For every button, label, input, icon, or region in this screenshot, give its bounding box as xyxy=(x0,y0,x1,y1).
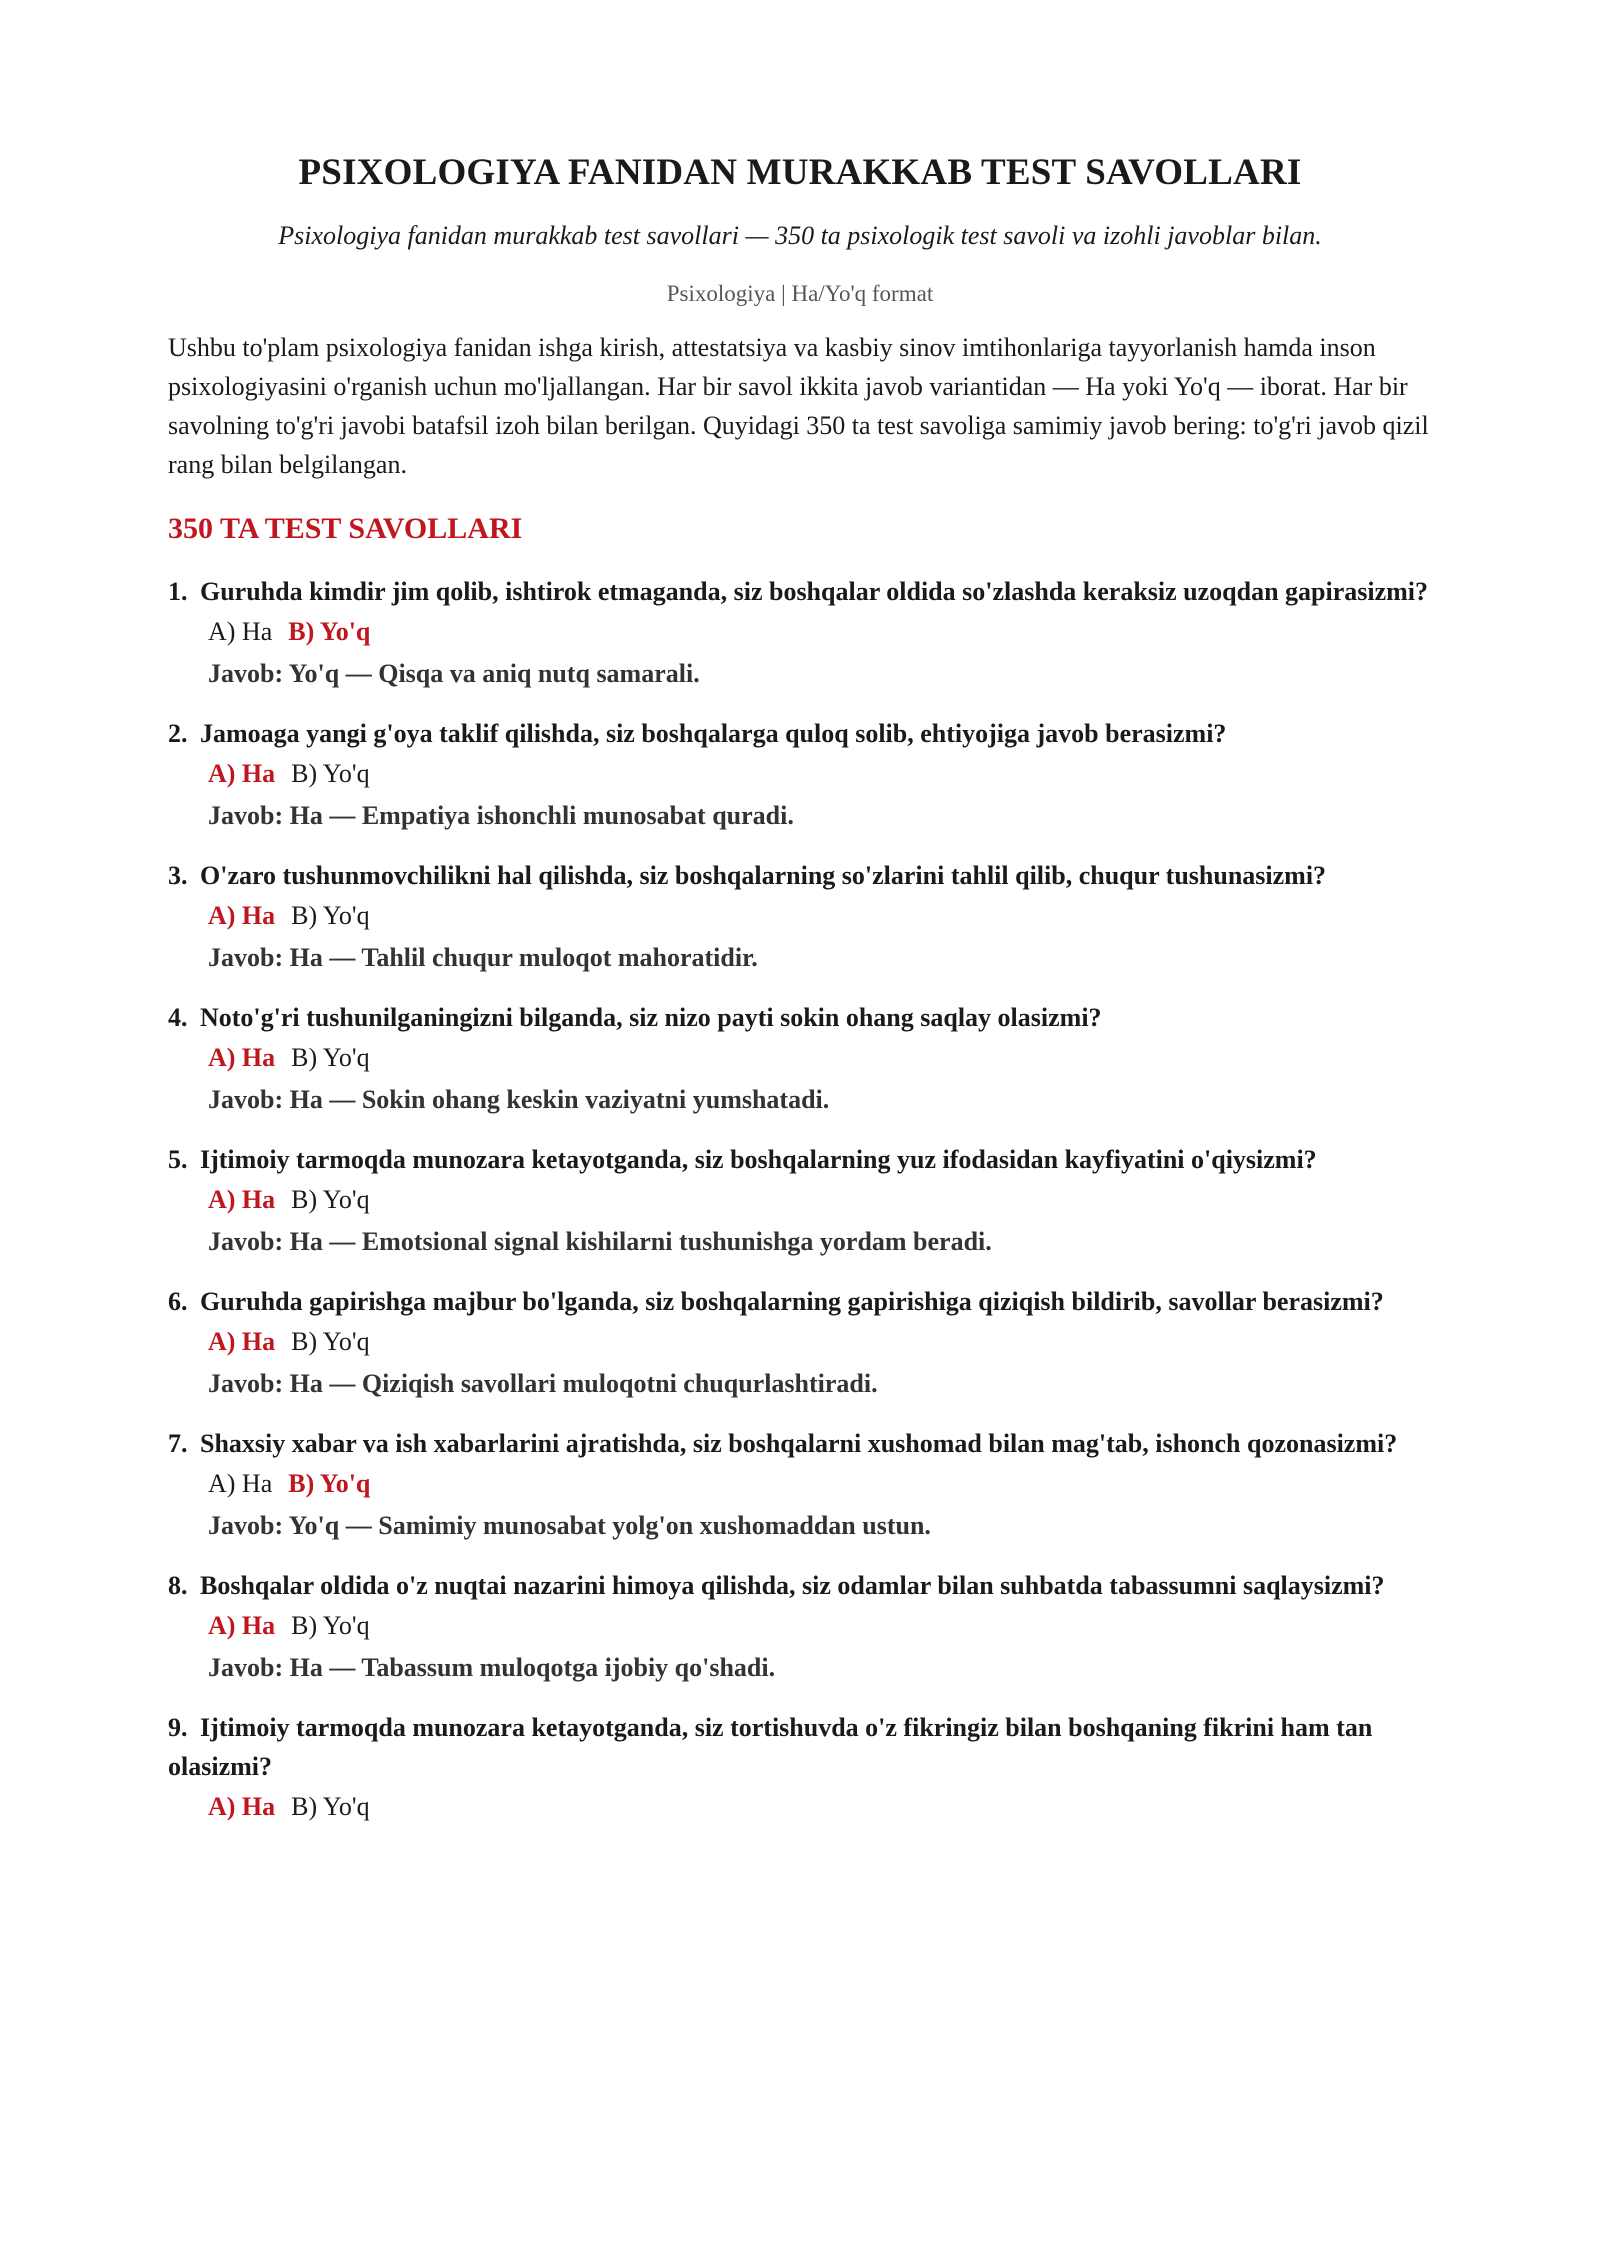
answer-options xyxy=(168,1037,1432,1079)
option-a[interactable]: A) Ha xyxy=(208,1792,276,1821)
answer-explanation: Javob: Ha — Empatiya ishonchli munosabat quradi. xyxy=(208,801,794,830)
document-subtitle: Psixologiya fanidan murakkab test savollari — 350 ta psixologik test savoli va izohli javoblar bilan. xyxy=(278,221,1322,250)
question-body: Jamoaga yangi g'oya taklif qilishda, siz boshqalarga quloq solib, ehtiyojiga javob berasizmi? xyxy=(200,719,1227,748)
question-item xyxy=(168,1424,1432,1547)
option-a[interactable]: A) Ha xyxy=(208,759,276,788)
question-body: Guruhda kimdir jim qolib, ishtirok etmaganda, siz boshqalar oldida so'zlashda keraksiz uzoqdan gapirasizmi? xyxy=(200,577,1429,606)
option-a[interactable]: A) Ha xyxy=(208,1611,276,1640)
answer-explanation: Javob: Ha — Tahlil chuqur muloqot mahoratidir. xyxy=(208,943,758,972)
document-title: PSIXOLOGIYA FANIDAN MURAKKAB TEST SAVOLLARI xyxy=(298,152,1302,193)
question-item xyxy=(168,1708,1432,1828)
question-item xyxy=(168,1566,1432,1689)
question-body: Guruhda gapirishga majbur bo'lganda, siz boshqalarning gapirishiga qiziqish bildirib, savollar berasizmi? xyxy=(200,1287,1384,1316)
answer-options xyxy=(168,1605,1432,1647)
question-number: 2. xyxy=(168,719,188,748)
question-text xyxy=(168,998,1432,1037)
option-b[interactable]: B) Yo'q xyxy=(291,1185,370,1214)
answer-options xyxy=(168,1179,1432,1221)
question-text xyxy=(168,1140,1432,1179)
answer-explanation: Javob: Yo'q — Samimiy munosabat yolg'on xushomaddan ustun. xyxy=(208,1511,931,1540)
question-body: O'zaro tushunmovchilikni hal qilishda, siz boshqalarning so'zlarini tahlil qilib, chuqur tushunasizmi? xyxy=(200,861,1327,890)
option-a[interactable]: A) Ha xyxy=(208,1327,276,1356)
question-item xyxy=(168,1282,1432,1405)
answer-options xyxy=(168,895,1432,937)
question-number: 4. xyxy=(168,1003,188,1032)
option-a[interactable]: A) Ha xyxy=(208,901,276,930)
option-b[interactable]: B) Yo'q xyxy=(291,759,370,788)
answer-options xyxy=(168,1786,1432,1828)
question-body: Boshqalar oldida o'z nuqtai nazarini himoya qilishda, siz odamlar bilan suhbatda tabassumni saqlaysizmi? xyxy=(200,1571,1385,1600)
answer-explanation: Javob: Ha — Qiziqish savollari muloqotni chuqurlashtiradi. xyxy=(208,1369,878,1398)
question-text xyxy=(168,714,1432,753)
question-body: Ijtimoiy tarmoqda munozara ketayotganda, siz tortishuvda o'z fikringiz bilan boshqaning fikrini ham tan olasizmi? xyxy=(168,1713,1373,1781)
question-item xyxy=(168,998,1432,1121)
question-number: 7. xyxy=(168,1429,188,1458)
option-b[interactable]: B) Yo'q xyxy=(291,1327,370,1356)
option-b[interactable]: B) Yo'q xyxy=(291,1043,370,1072)
question-number: 3. xyxy=(168,861,188,890)
question-body: Shaxsiy xabar va ish xabarlarini ajratishda, siz boshqalarni xushomad bilan mag'tab, ishonch qozonasizmi? xyxy=(200,1429,1398,1458)
option-a[interactable]: A) Ha xyxy=(208,617,273,646)
answer-explanation: Javob: Ha — Tabassum muloqotga ijobiy qo'shadi. xyxy=(208,1653,776,1682)
question-text xyxy=(168,1566,1432,1605)
question-number: 9. xyxy=(168,1713,188,1742)
question-text xyxy=(168,572,1432,611)
question-item xyxy=(168,856,1432,979)
answer-explanation: Javob: Ha — Emotsional signal kishilarni tushunishga yordam beradi. xyxy=(208,1227,992,1256)
section-heading: 350 TA TEST SAVOLLARI xyxy=(168,512,523,545)
question-item xyxy=(168,572,1432,695)
question-text xyxy=(168,1282,1432,1321)
option-b[interactable]: B) Yo'q xyxy=(288,1469,371,1498)
question-text xyxy=(168,1708,1432,1786)
document-meta: Psixologiya | Ha/Yo'q format xyxy=(666,281,934,306)
answer-options xyxy=(168,753,1432,795)
question-number: 1. xyxy=(168,577,188,606)
option-b[interactable]: B) Yo'q xyxy=(291,1611,370,1640)
question-body: Ijtimoiy tarmoqda munozara ketayotganda, siz boshqalarning yuz ifodasidan kayfiyatini o'qiysizmi? xyxy=(200,1145,1317,1174)
option-b[interactable]: B) Yo'q xyxy=(288,617,371,646)
intro-paragraph: Ushbu to'plam psixologiya fanidan ishga kirish, attestatsiya va kasbiy sinov imtihonlariga tayyorlanish hamda inson psixologiyasini o'rganish uchun mo'ljallangan. Har bir savol ikkita javob variantidan — Ha yoki Yo'q — iborat. Har bir savolning to'g'ri javobi batafsil izoh bilan berilgan. Quyidagi 350 ta test savoliga samimiy javob bering: to'g'ri javob qizil rang bilan belgilangan. xyxy=(168,333,1429,479)
option-a[interactable]: A) Ha xyxy=(208,1469,273,1498)
question-text xyxy=(168,856,1432,895)
question-body: Noto'g'ri tushunilganingizni bilganda, siz nizo payti sokin ohang saqlay olasizmi? xyxy=(200,1003,1102,1032)
question-item xyxy=(168,714,1432,837)
question-item xyxy=(168,1140,1432,1263)
question-number: 5. xyxy=(168,1145,188,1174)
answer-options xyxy=(168,611,1432,653)
answer-explanation: Javob: Ha — Sokin ohang keskin vaziyatni yumshatadi. xyxy=(208,1085,830,1114)
option-b[interactable]: B) Yo'q xyxy=(291,901,370,930)
question-text xyxy=(168,1424,1432,1463)
answer-explanation: Javob: Yo'q — Qisqa va aniq nutq samarali. xyxy=(208,659,700,688)
question-list xyxy=(168,572,1432,1828)
question-number: 8. xyxy=(168,1571,188,1600)
answer-options xyxy=(168,1321,1432,1363)
answer-options xyxy=(168,1463,1432,1505)
question-number: 6. xyxy=(168,1287,188,1316)
option-a[interactable]: A) Ha xyxy=(208,1043,276,1072)
option-a[interactable]: A) Ha xyxy=(208,1185,276,1214)
option-b[interactable]: B) Yo'q xyxy=(291,1792,370,1821)
